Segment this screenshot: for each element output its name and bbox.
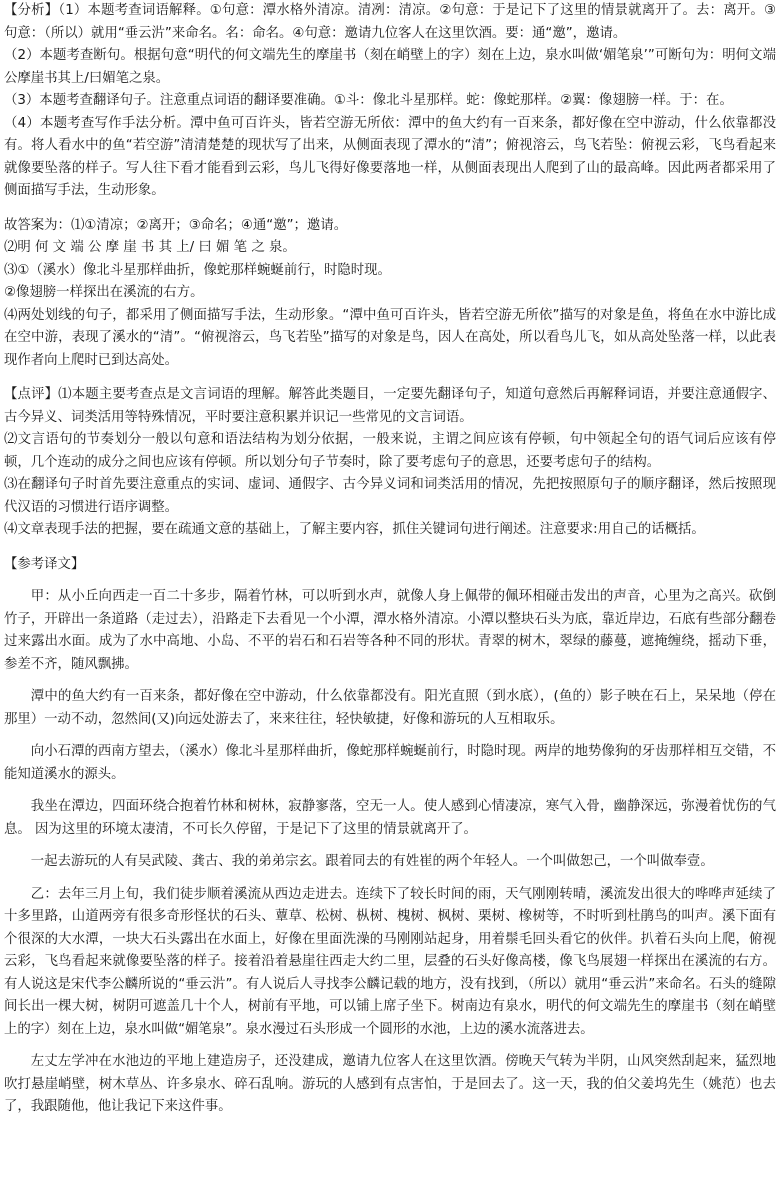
analysis-paragraph-4: （4）本题考查写作手法分析。潭中鱼可百许头，皆若空游无所依：潭中的鱼大约有一百来条，都好像在空中游动，什么依靠都没有。将人看水中的鱼“若空游”清清楚楚的现状写了出来，从侧面表现了潭水的“清”；俯视溶云，鸟飞若坠：俯视云彩，飞鸟看起来就像要坠落的样子。写人往下看才能看到云彩，鸟儿飞得好像要落地一样，从侧面表现出人爬到了山的最高峰。因此两者都采用了侧面描写手法，生动形象。: [4, 115, 776, 198]
answer-section: [4, 215, 776, 373]
translation-paragraph-5: 一起去游玩的人有吴武陵、龚古、我的弟弟宗玄。跟着同去的有姓崔的两个年轻人。一个叫做恕己，一个叫做奉壹。: [30, 854, 714, 869]
analysis-paragraph-1: 【分析】（1）本题考查词语解释。①句意：潭水格外清凉。清冽：清凉。②句意：于是记下了这里的情景就离开了。去：离开。③句意：（所以）就用“垂云沜”来命名。名：命名。④句意：邀请九位客人在这里饮酒。要：通“邀”，邀请。: [4, 3, 776, 41]
comment-line-3: ⑶在翻译句子时首先要注意重点的实词、虚词、通假字、古今异义词和词类活用的情况，先把按照原句子的顺序翻译，然后按照现代汉语的习惯进行语序调整。: [4, 477, 776, 515]
translation-paragraph-4: 我坐在潭边，四面环绕合抱着竹林和树林，寂静寥落，空无一人。使人感到心情凄凉，寒气入骨，幽静深远，弥漫着忧伤的气息。 因为这里的环境太凄清，不可长久停留，于是记下了这里的情景就离开了。: [4, 799, 776, 837]
translation-paragraph-6: 乙：去年三月上旬，我们徒步顺着溪流从西边走进去。连续下了较长时间的雨，天气刚刚转晴，溪流发出很大的哗哗声延续了十多里路，山道两旁有很多奇形怪状的石头、蕈草、松树、枞树、槐树、枫树、栗树、橡树等，不时听到杜鹃鸟的叫声。溪下面有个很深的大水潭，一块大石头露出在水面上，好像在里面洗澡的马刚刚站起身，用着鬃毛回头看它的伙伴。扒着石头向上爬，俯视云彩，飞鸟看起来就像要坠落的样子。接着沿着悬崖往西走大约二里，层叠的石头好像高楼，像飞鸟展翅一样探出在溪流的右方。有人说这是宋代李公麟所说的“垂云沜”。有人说后人寻找李公麟记载的地方，没有找到，（所以）就用“垂云沜”来命名。石头的缝隙间长出一棵大树，树阴可遮盖几十个人，树前有平地，可以铺上席子坐下。树南边有泉水，明代的何文端先生的摩崖书（刻在峭壁上的字）刻在上边，泉水叫做“媚笔泉”。泉水漫过石头形成一个圆形的水池，上边的溪水流落进去。: [4, 886, 776, 1037]
answer-line-1: 故答案为：⑴①清凉；②离开；③命名；④通“邀”；邀请。: [4, 217, 348, 233]
comment-line-4: ⑷文章表现手法的把握，要在疏通文意的基础上，了解主要内容，抓住关键词句进行阐述。注意要求:用自己的话概括。: [4, 522, 705, 537]
translation-section: [4, 554, 776, 1119]
analysis-paragraph-3: （3）本题考查翻译句子。注意重点词语的翻译要准确。①斗：像北斗星那样。蛇：像蛇那样。②翼：像翅膀一样。于：在。: [4, 93, 733, 108]
answer-line-3: ⑶①（溪水）像北斗星那样曲折，像蛇那样蜿蜒前行，时隐时现。: [4, 262, 391, 278]
translation-paragraph-1: 甲：从小丘向西走一百二十多步，隔着竹林，可以听到水声，就像人身上佩带的佩环相碰击发出的声音，心里为之高兴。砍倒竹子，开辟出一条道路（走过去），沿路走下去看见一个小潭，潭水格外清凉。小潭以整块石头为底，靠近岸边，石底有些部分翻卷过来露出水面。成为了水中高地、小岛、不平的岩石和石岩等各种不同的形状。青翠的树木，翠绿的藤蔓，遮掩缠绕，摇动下垂，参差不齐，随风飘拂。: [4, 589, 776, 672]
analysis-section: [4, 0, 776, 203]
answer-line-5: ⑷两处划线的句子，都采用了侧面描写手法，生动形象。“潭中鱼可百许头，皆若空游无所依”描写的对象是鱼，将鱼在水中游比成在空中游，表现了溪水的“清”。“俯视溶云，鸟飞若坠”描写的对象是鸟，因人在高处，所以看鸟儿飞，如从高处坠落一样，以此表现作者向上爬时已到达高处。: [4, 307, 776, 368]
comment-section: [4, 384, 776, 542]
analysis-paragraph-2: （2）本题考查断句。根据句意“明代的何文端先生的摩崖书（刻在峭壁上的字）刻在上边，泉水叫做‘媚笔泉’”可断句为：明何文端公摩崖书其上/曰媚笔之泉。: [4, 48, 776, 86]
translation-heading: 【参考译文】: [4, 556, 85, 572]
translation-paragraph-3: 向小石潭的西南方望去，（溪水）像北斗星那样曲折，像蛇那样蜿蜒前行，时隐时现。两岸的地势像狗的牙齿那样相互交错，不能知道溪水的源头。: [4, 744, 776, 782]
translation-paragraph-7: 左丈左学冲在水池边的平地上建造房子，还没建成，邀请九位客人在这里饮酒。傍晚天气转为半阴，山风突然刮起来，猛烈地吹打悬崖峭壁，树木草丛、许多泉水、碎石乱响。游玩的人感到有点害怕，于是回去了。这一天，我的伯父姜坞先生（姚范）也去了，我跟随他，他让我记下来这件事。: [4, 1054, 776, 1114]
answer-line-2: ⑵明 何 文 端 公 摩 崖 书 其 上/ 曰 媚 笔 之 泉。: [4, 240, 296, 255]
comment-line-1: 【点评】⑴本题主要考查点是文言词语的理解。解答此类题目，一定要先翻译句子，知道句意然后再解释词语，并要注意通假字、古今异义、词类活用等特殊情况，平时要注意积累并识记一些常见的文言词语。: [4, 387, 776, 425]
comment-line-2: ⑵文言语句的节奏划分一般以句意和语法结构为划分依据，一般来说，主谓之间应该有停顿，句中领起全句的语气词后应该有停顿，几个连动的成分之间也应该有停顿。所以划分句子节奏时，除了要考虑句子的意思，还要考虑句子的结构。: [4, 432, 776, 470]
answer-line-4: ②像翅膀一样探出在溪流的右方。: [4, 285, 204, 300]
translation-paragraph-2: 潭中的鱼大约有一百来条，都好像在空中游动，什么依靠都没有。阳光直照（到水底），(鱼的）影子映在石上，呆呆地（停在那里）一动不动，忽然间(又)向远处游去了，来来往往，轻快敏捷，好像和游玩的人互相取乐。: [4, 689, 776, 727]
